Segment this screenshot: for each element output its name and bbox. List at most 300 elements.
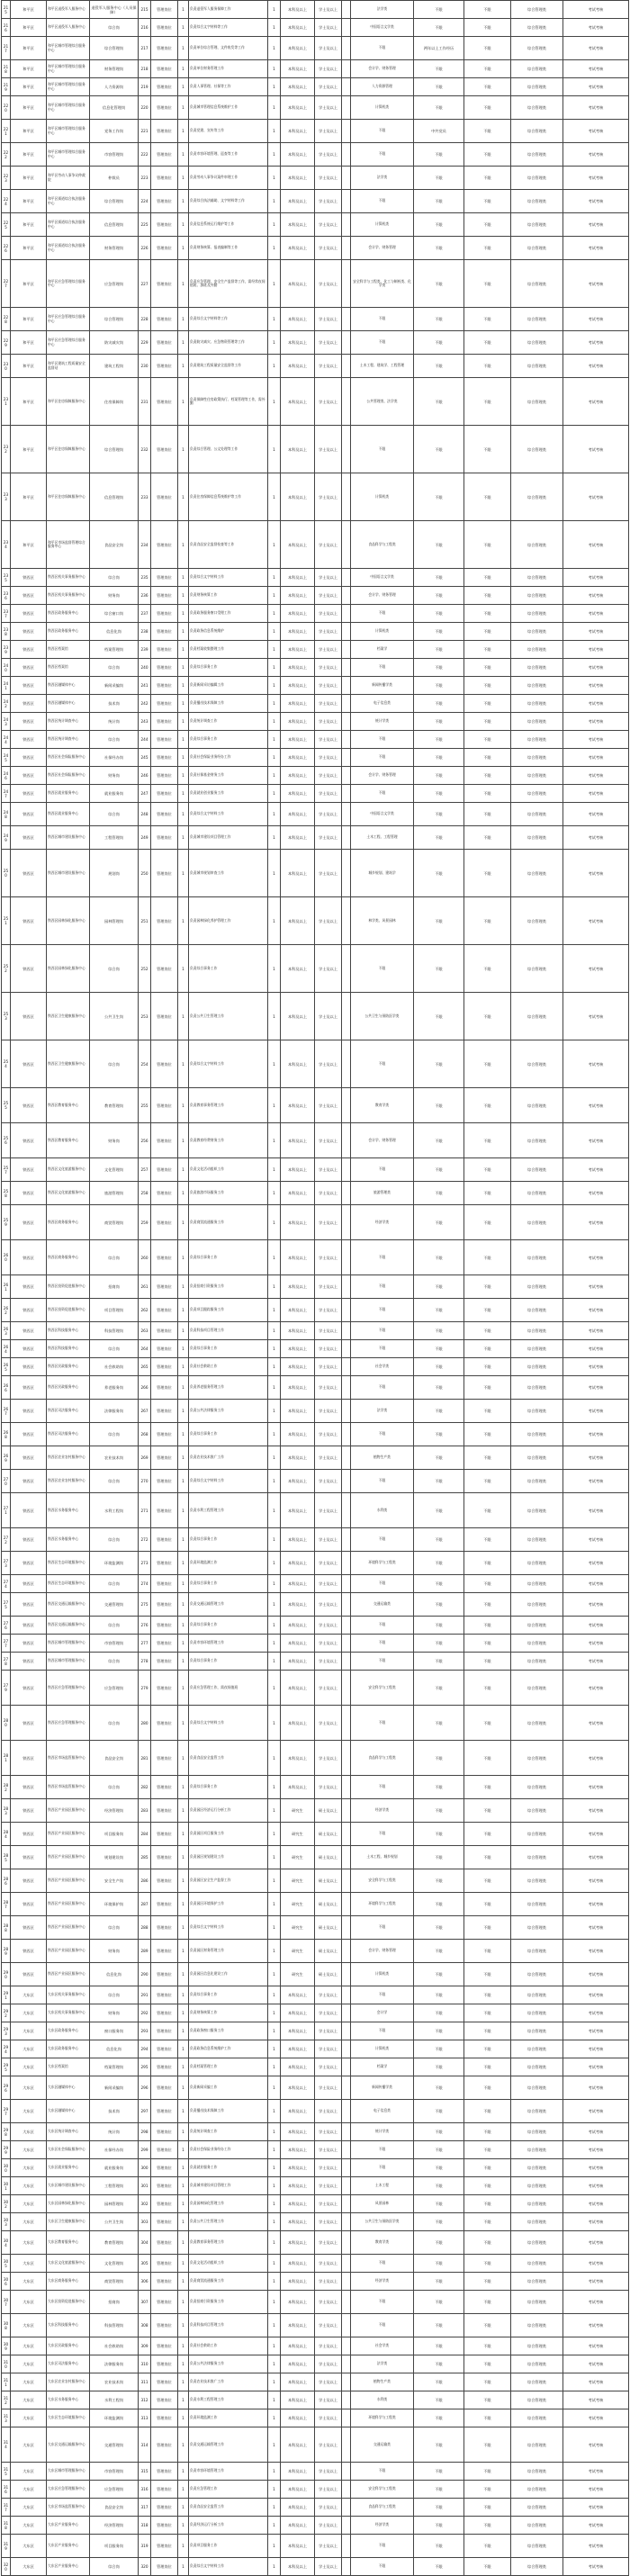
cell-note: 考试考核 <box>563 1205 629 1240</box>
cell-code: 277 <box>139 1635 151 1653</box>
cell-other: 不限 <box>414 1940 464 1963</box>
cell-type: 管理岗位 <box>151 2213 178 2231</box>
cell-target: 不限 <box>464 19 511 37</box>
cell-count: 1 <box>268 2255 281 2273</box>
cell-exam: 综合管理类 <box>511 1528 563 1552</box>
cell-count: 1 <box>268 1893 281 1916</box>
cell-count: 1 <box>178 803 189 826</box>
cell-count: 1 <box>268 897 281 945</box>
cell-count: 1 <box>178 1617 189 1635</box>
cell-code: 268 <box>139 1423 151 1446</box>
cell-note: 考试考核 <box>563 1869 629 1893</box>
cell-count: 1 <box>178 587 189 605</box>
cell-type: 管理岗位 <box>151 2373 178 2391</box>
cell-unit: 铁西区社会保险服务中心 <box>47 749 90 767</box>
cell-desc: 负责应急管理、安全生产监督等工作，需经常夜间值班、加班及外勤 <box>189 260 268 308</box>
cell-code: 293 <box>139 2022 151 2040</box>
cell-degree: 学士及以上 <box>315 1088 342 1123</box>
cell-exam: 综合管理类 <box>511 1552 563 1575</box>
cell-type: 管理岗位 <box>151 1 178 19</box>
cell-note: 考试考核 <box>563 1400 629 1423</box>
cell-target: 不限 <box>464 378 511 426</box>
cell-desc: 负责综合事务工作 <box>189 1617 268 1635</box>
cell-note: 考试考核 <box>563 1088 629 1123</box>
cell-edu: 本科及以上 <box>281 37 315 60</box>
cell-district: 铁西区 <box>11 1963 47 1986</box>
cell-position: 综合岗 <box>90 1340 139 1358</box>
cell-note: 考试考核 <box>563 2141 629 2159</box>
cell-unit: 大东区园林绿化服务中心 <box>47 2195 90 2213</box>
cell-spacer <box>342 826 351 850</box>
cell-target: 不限 <box>464 1446 511 1470</box>
cell-spacer <box>342 2409 351 2427</box>
cell-major: 不限 <box>351 1423 414 1446</box>
cell-other: 不限 <box>414 1376 464 1400</box>
cell-exam: 综合管理类 <box>511 731 563 749</box>
cell-desc: 负责综合管理、公文处理等工作 <box>189 426 268 473</box>
cell-type: 管理岗位 <box>151 60 178 78</box>
cell-type: 管理岗位 <box>151 2159 178 2177</box>
cell-code: 216 <box>139 19 151 37</box>
cell-desc: 负责统计调查工作 <box>189 713 268 731</box>
cell-major: 不限 <box>351 1470 414 1493</box>
cell-desc: 负责保障性住房政策执行、档案管理等工作，需外勤 <box>189 378 268 426</box>
cell-other: 不限 <box>414 78 464 96</box>
cell-code: 308 <box>139 2314 151 2337</box>
cell-note: 考试考核 <box>563 1423 629 1446</box>
cell-target: 不限 <box>464 120 511 143</box>
cell-type: 管理岗位 <box>151 2463 178 2481</box>
cell-position: 经济管理岗 <box>90 1799 139 1823</box>
cell-desc: 负责综合文字材料工作 <box>189 1470 268 1493</box>
cell-count: 1 <box>178 1940 189 1963</box>
cell-type: 管理岗位 <box>151 695 178 713</box>
cell-code: 289 <box>139 1940 151 1963</box>
cell-major: 中国语言文学类 <box>351 803 414 826</box>
cell-district: 铁西区 <box>11 623 47 641</box>
cell-major: 中国语言文学类 <box>351 569 414 587</box>
cell-note: 考试考核 <box>563 749 629 767</box>
cell-code: 240 <box>139 659 151 677</box>
cell-count: 1 <box>178 1916 189 1940</box>
table-row <box>2 96 629 120</box>
cell-edu: 本科及以上 <box>281 1123 315 1158</box>
cell-unit: 和平区劳动人事争议仲裁院 <box>47 167 90 190</box>
cell-note: 考试考核 <box>563 2123 629 2141</box>
cell-edu: 本科及以上 <box>281 1470 315 1493</box>
cell-degree: 学士及以上 <box>315 260 342 308</box>
cell-exam: 综合管理类 <box>511 2373 563 2391</box>
cell-exam: 综合管理类 <box>511 1446 563 1470</box>
cell-count: 1 <box>178 1040 189 1088</box>
cell-edu: 本科及以上 <box>281 641 315 659</box>
cell-district: 大东区 <box>11 2159 47 2177</box>
cell-other: 不限 <box>414 308 464 331</box>
cell-type: 管理岗位 <box>151 1158 178 1182</box>
cell-type: 管理岗位 <box>151 2100 178 2123</box>
cell-edu: 本科及以上 <box>281 2481 315 2499</box>
cell-count: 1 <box>178 96 189 120</box>
cell-degree: 学士及以上 <box>315 2463 342 2481</box>
cell-target: 不限 <box>464 659 511 677</box>
cell-unit: 铁西区机关事务服务中心 <box>47 587 90 605</box>
cell-spacer <box>342 1205 351 1240</box>
cell-spacer <box>342 237 351 260</box>
cell-unit: 大东区商务服务中心 <box>47 2273 90 2291</box>
cell-no: 235 <box>2 569 11 587</box>
cell-code: 264 <box>139 1340 151 1358</box>
cell-spacer <box>342 1340 351 1358</box>
cell-note: 考试考核 <box>563 1916 629 1940</box>
cell-spacer <box>342 569 351 587</box>
cell-count: 1 <box>268 1575 281 1593</box>
cell-type: 管理岗位 <box>151 190 178 213</box>
cell-edu: 本科及以上 <box>281 2040 315 2058</box>
cell-exam: 综合管理类 <box>511 2159 563 2177</box>
cell-degree: 学士及以上 <box>315 2213 342 2231</box>
cell-code: 229 <box>139 331 151 355</box>
cell-district: 和平区 <box>11 355 47 378</box>
cell-spacer <box>342 37 351 60</box>
cell-desc: 负责就业服务工作 <box>189 2159 268 2177</box>
table-row <box>2 308 629 331</box>
cell-count: 1 <box>178 1158 189 1182</box>
cell-position: 防灾减灾岗 <box>90 331 139 355</box>
cell-degree: 学士及以上 <box>315 2177 342 2195</box>
cell-exam: 综合管理类 <box>511 2213 563 2231</box>
cell-edu: 本科及以上 <box>281 120 315 143</box>
cell-desc: 负责农业技术推广工作 <box>189 1446 268 1470</box>
cell-target: 不限 <box>464 331 511 355</box>
cell-count: 1 <box>178 2558 189 2576</box>
cell-target: 不限 <box>464 2499 511 2517</box>
cell-major: 社会学类 <box>351 1358 414 1376</box>
cell-count: 1 <box>268 1653 281 1671</box>
cell-position: 综合岗 <box>90 19 139 37</box>
cell-spacer <box>342 60 351 78</box>
cell-other: 不限 <box>414 677 464 695</box>
cell-count: 1 <box>268 1593 281 1617</box>
cell-desc: 负责公共卫生管理工作 <box>189 993 268 1040</box>
cell-no: 313 <box>2 2409 11 2427</box>
cell-district: 大东区 <box>11 2391 47 2409</box>
cell-position: 文化管理岗 <box>90 2255 139 2273</box>
cell-district: 大东区 <box>11 2100 47 2123</box>
cell-type: 管理岗位 <box>151 1916 178 1940</box>
cell-count: 1 <box>268 659 281 677</box>
cell-no: 241 <box>2 677 11 695</box>
cell-desc: 负责人事管理、社保等工作 <box>189 78 268 96</box>
cell-district: 大东区 <box>11 2004 47 2022</box>
table-row <box>2 1299 629 1322</box>
cell-major: 法学类 <box>351 2355 414 2373</box>
cell-other: 不限 <box>414 2195 464 2213</box>
cell-target: 不限 <box>464 945 511 993</box>
cell-count: 1 <box>178 2159 189 2177</box>
table-row <box>2 826 629 850</box>
cell-desc: 负责园区安全生产监督工作 <box>189 1869 268 1893</box>
cell-exam: 综合管理类 <box>511 850 563 897</box>
cell-code: 310 <box>139 2355 151 2373</box>
cell-type: 管理岗位 <box>151 1575 178 1593</box>
cell-district: 铁西区 <box>11 1446 47 1470</box>
cell-count: 1 <box>178 60 189 78</box>
cell-count: 1 <box>268 2040 281 2058</box>
cell-other: 不限 <box>414 331 464 355</box>
cell-count: 1 <box>268 2558 281 2576</box>
cell-note: 考试考核 <box>563 1240 629 1275</box>
cell-desc: 负责综合事务工作 <box>189 1575 268 1593</box>
cell-position: 综合岗 <box>90 1575 139 1593</box>
cell-note: 考试考核 <box>563 569 629 587</box>
cell-code: 309 <box>139 2337 151 2355</box>
cell-desc: 负责财务核算工作 <box>189 2004 268 2022</box>
cell-no: 227 <box>2 260 11 308</box>
cell-count: 1 <box>268 2177 281 2195</box>
cell-degree: 学士及以上 <box>315 190 342 213</box>
cell-no: 302 <box>2 2195 11 2213</box>
cell-desc: 负责社保基金财务工作 <box>189 767 268 785</box>
cell-other: 不限 <box>414 473 464 521</box>
table-row <box>2 1741 629 1776</box>
cell-target: 不限 <box>464 308 511 331</box>
cell-desc: 负责单位综合管理、文件收发等工作 <box>189 37 268 60</box>
cell-no: 217 <box>2 37 11 60</box>
cell-count: 1 <box>178 1123 189 1158</box>
cell-exam: 综合管理类 <box>511 167 563 190</box>
cell-no: 238 <box>2 623 11 641</box>
cell-district: 和平区 <box>11 37 47 60</box>
cell-degree: 学士及以上 <box>315 605 342 623</box>
cell-code: 271 <box>139 1493 151 1528</box>
cell-exam: 综合管理类 <box>511 1963 563 1986</box>
cell-count: 1 <box>268 623 281 641</box>
table-row <box>2 2141 629 2159</box>
cell-code: 228 <box>139 308 151 331</box>
table-row <box>2 78 629 96</box>
cell-position: 综合岗 <box>90 945 139 993</box>
cell-other: 不限 <box>414 2213 464 2231</box>
table-row <box>2 2123 629 2141</box>
cell-edu: 本科及以上 <box>281 2231 315 2255</box>
cell-count: 1 <box>178 1528 189 1552</box>
cell-position: 社会救助岗 <box>90 1358 139 1376</box>
cell-type: 管理岗位 <box>151 2291 178 2314</box>
cell-desc: 负责应急管理工作 <box>189 2481 268 2499</box>
cell-degree: 学士及以上 <box>315 2314 342 2337</box>
cell-edu: 本科及以上 <box>281 1446 315 1470</box>
cell-note: 考试考核 <box>563 37 629 60</box>
cell-desc: 负责综合事务工作 <box>189 1340 268 1358</box>
cell-count: 1 <box>178 695 189 713</box>
cell-type: 管理岗位 <box>151 213 178 237</box>
cell-desc: 负责环境监测工作 <box>189 1552 268 1575</box>
cell-spacer <box>342 2499 351 2517</box>
cell-count: 1 <box>268 1299 281 1322</box>
cell-spacer <box>342 1240 351 1275</box>
cell-degree: 学士及以上 <box>315 731 342 749</box>
cell-code: 299 <box>139 2141 151 2159</box>
cell-spacer <box>342 1916 351 1940</box>
cell-desc: 负责综合文字材料工作 <box>189 1040 268 1088</box>
cell-count: 1 <box>268 1 281 19</box>
cell-unit: 铁西区卫生健康服务中心 <box>47 1040 90 1088</box>
table-row <box>2 2076 629 2100</box>
cell-other: 不限 <box>414 1575 464 1593</box>
cell-other: 不限 <box>414 1846 464 1869</box>
table-row <box>2 993 629 1040</box>
cell-spacer <box>342 1299 351 1322</box>
cell-spacer <box>342 1635 351 1653</box>
cell-spacer <box>342 1671 351 1706</box>
cell-major: 人力资源管理 <box>351 78 414 96</box>
cell-code: 236 <box>139 587 151 605</box>
cell-type: 管理岗位 <box>151 803 178 826</box>
cell-position: 窗口服务岗 <box>90 2022 139 2040</box>
cell-major: 不限 <box>351 659 414 677</box>
cell-no: 298 <box>2 2123 11 2141</box>
table-row <box>2 237 629 260</box>
cell-spacer <box>342 2517 351 2535</box>
cell-unit: 大东区融媒体中心 <box>47 2100 90 2123</box>
cell-exam: 综合管理类 <box>511 1040 563 1088</box>
cell-edu: 本科及以上 <box>281 1493 315 1528</box>
cell-district: 铁西区 <box>11 731 47 749</box>
cell-desc: 负责园林绿化养护管理工作 <box>189 897 268 945</box>
cell-desc: 负责党建、宣传等工作 <box>189 120 268 143</box>
cell-note: 考试考核 <box>563 308 629 331</box>
cell-exam: 综合管理类 <box>511 641 563 659</box>
cell-unit: 铁西区商务服务中心 <box>47 1205 90 1240</box>
cell-district: 铁西区 <box>11 1706 47 1741</box>
cell-type: 管理岗位 <box>151 1741 178 1776</box>
cell-unit: 和平区住房保障服务中心 <box>47 426 90 473</box>
cell-target: 不限 <box>464 1671 511 1706</box>
cell-spacer <box>342 2100 351 2123</box>
cell-no: 300 <box>2 2159 11 2177</box>
cell-note: 考试考核 <box>563 1671 629 1706</box>
cell-note: 考试考核 <box>563 60 629 78</box>
cell-code: 270 <box>139 1470 151 1493</box>
cell-target: 不限 <box>464 785 511 803</box>
cell-no: 277 <box>2 1635 11 1653</box>
cell-count: 1 <box>268 2463 281 2481</box>
cell-unit: 铁西区统计调查中心 <box>47 713 90 731</box>
cell-count: 1 <box>178 1893 189 1916</box>
cell-position: 财务岗 <box>90 1123 139 1158</box>
cell-count: 1 <box>178 2373 189 2391</box>
cell-desc: 负责园区经济运行分析工作 <box>189 1799 268 1823</box>
cell-type: 管理岗位 <box>151 641 178 659</box>
cell-exam: 综合管理类 <box>511 1593 563 1617</box>
cell-type: 管理岗位 <box>151 826 178 850</box>
cell-spacer <box>342 2177 351 2195</box>
cell-target: 不限 <box>464 1123 511 1158</box>
cell-note: 考试考核 <box>563 1376 629 1400</box>
cell-exam: 综合管理类 <box>511 37 563 60</box>
cell-desc: 负责综合文字材料工作 <box>189 1916 268 1940</box>
cell-no: 291 <box>2 1986 11 2004</box>
cell-no: 250 <box>2 850 11 897</box>
cell-district: 大东区 <box>11 2058 47 2076</box>
cell-desc: 负责商贸流通服务工作 <box>189 1205 268 1240</box>
cell-target: 不限 <box>464 767 511 785</box>
table-row <box>2 2159 629 2177</box>
cell-exam: 综合管理类 <box>511 826 563 850</box>
cell-district: 铁西区 <box>11 1528 47 1552</box>
cell-other: 不限 <box>414 2499 464 2517</box>
cell-edu: 本科及以上 <box>281 1 315 19</box>
cell-degree: 学士及以上 <box>315 2535 342 2558</box>
cell-exam: 综合管理类 <box>511 2535 563 2558</box>
cell-count: 1 <box>268 426 281 473</box>
cell-unit: 和平区住房保障服务中心 <box>47 473 90 521</box>
cell-count: 1 <box>268 569 281 587</box>
cell-major: 不限 <box>351 1040 414 1088</box>
cell-no: 276 <box>2 1617 11 1635</box>
cell-type: 管理岗位 <box>151 1470 178 1493</box>
cell-district: 和平区 <box>11 260 47 308</box>
cell-major: 社会学类 <box>351 2337 414 2355</box>
cell-no: 244 <box>2 731 11 749</box>
cell-unit: 铁西区商务服务中心 <box>47 1240 90 1275</box>
cell-position: 环境监测岗 <box>90 1552 139 1575</box>
cell-count: 1 <box>178 1593 189 1617</box>
cell-count: 1 <box>178 2004 189 2022</box>
cell-no: 247 <box>2 785 11 803</box>
cell-edu: 本科及以上 <box>281 2177 315 2195</box>
cell-unit: 铁西区水务服务中心 <box>47 1493 90 1528</box>
cell-degree: 学士及以上 <box>315 473 342 521</box>
cell-district: 铁西区 <box>11 897 47 945</box>
cell-no: 307 <box>2 2291 11 2314</box>
cell-district: 铁西区 <box>11 605 47 623</box>
cell-unit: 铁西区科技服务中心 <box>47 1340 90 1358</box>
cell-type: 管理岗位 <box>151 2391 178 2409</box>
cell-note: 考试考核 <box>563 713 629 731</box>
cell-type: 管理岗位 <box>151 659 178 677</box>
cell-count: 1 <box>268 331 281 355</box>
table-row <box>2 2255 629 2273</box>
cell-spacer <box>342 308 351 331</box>
table-row <box>2 60 629 78</box>
table-row <box>2 785 629 803</box>
cell-district: 大东区 <box>11 2535 47 2558</box>
cell-district: 铁西区 <box>11 1470 47 1493</box>
cell-no: 243 <box>2 713 11 731</box>
cell-degree: 学士及以上 <box>315 785 342 803</box>
cell-type: 管理岗位 <box>151 897 178 945</box>
cell-other: 不限 <box>414 826 464 850</box>
cell-note: 考试考核 <box>563 2022 629 2040</box>
cell-unit: 铁西区教育服务中心 <box>47 1123 90 1158</box>
cell-unit: 铁西区生态环境服务中心 <box>47 1575 90 1593</box>
cell-degree: 学士及以上 <box>315 2337 342 2355</box>
cell-no: 219 <box>2 78 11 96</box>
cell-degree: 学士及以上 <box>315 1493 342 1528</box>
cell-position: 商贸管理岗 <box>90 2273 139 2291</box>
cell-count: 1 <box>268 1123 281 1158</box>
cell-degree: 学士及以上 <box>315 587 342 605</box>
table-row <box>2 190 629 213</box>
cell-target: 不限 <box>464 2004 511 2022</box>
cell-type: 管理岗位 <box>151 2481 178 2499</box>
cell-edu: 本科及以上 <box>281 2427 315 2463</box>
cell-spacer <box>342 1799 351 1823</box>
cell-position: 项目服务岗 <box>90 1823 139 1846</box>
cell-unit: 和平区城市管理综合服务中心 <box>47 60 90 78</box>
cell-position: 科技管理岗 <box>90 2314 139 2337</box>
